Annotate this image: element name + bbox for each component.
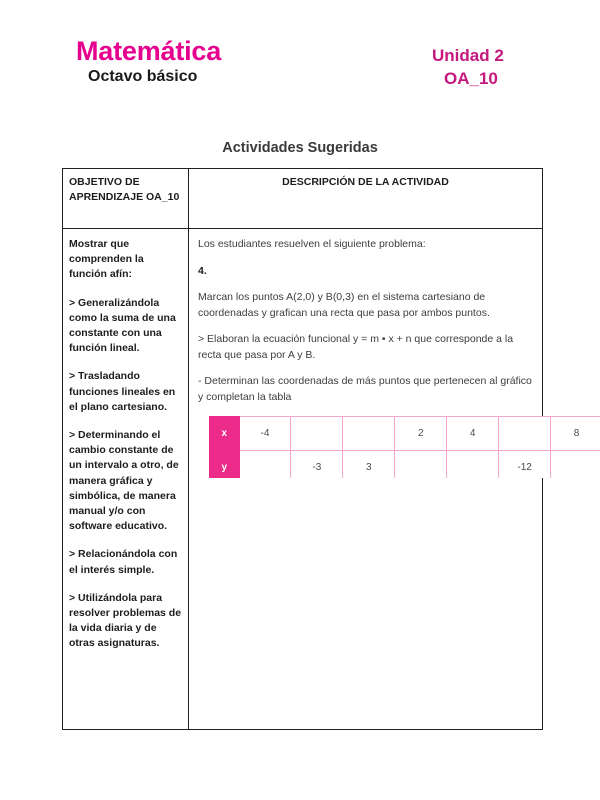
- description-paragraph-1: Marcan los puntos A(2,0) y B(0,3) en el sistema cartesiano de coordenadas y grafican una recta que pasa por ambos puntos.: [198, 291, 490, 319]
- description-paragraph-3: - Determinan las coordenadas de más puntos que pertenecen al gráfico y completan la tabla: [198, 375, 532, 403]
- page-header: [0, 0, 600, 120]
- xy-cell-x-2[interactable]: [291, 417, 343, 451]
- xy-cell-y-4[interactable]: [395, 451, 447, 479]
- xy-cell-x-7[interactable]: 8: [551, 417, 600, 451]
- xy-cell-y-2[interactable]: -3: [291, 451, 343, 479]
- section-heading: Actividades Sugeridas: [222, 140, 378, 156]
- objective-bullet-1: > Generalizándola como la suma de una constante con una función lineal.: [69, 296, 176, 355]
- objective-intro: Mostrar que comprenden la función afín:: [69, 238, 144, 281]
- xy-cell-x-6[interactable]: [499, 417, 551, 451]
- xy-cell-x-5[interactable]: 4: [447, 417, 499, 451]
- xy-row-y: [210, 451, 600, 479]
- objective-bullet-4: > Relacionándola con el interés simple.: [69, 548, 178, 576]
- description-paragraph-2: > Elaboran la ecuación funcional y = m • x + n que corresponde a la recta que pasa por A y B.: [198, 333, 514, 361]
- table-header-row: [63, 169, 542, 229]
- column-header-objective: OBJETIVO DE APRENDIZAJE OA_10: [63, 169, 189, 228]
- xy-cell-y-3[interactable]: 3: [343, 451, 395, 479]
- table-body-row: [63, 229, 542, 729]
- xy-cell-y-7[interactable]: [551, 451, 600, 479]
- objective-bullet-3: > Determinando el cambio constante de un intervalo a otro, de manera gráfica y simbólica, de manera manual y/o con software educativo.: [69, 429, 179, 533]
- xy-table-container: [209, 416, 600, 478]
- objective-cell: [63, 229, 189, 729]
- grade-title: Octavo básico: [88, 68, 198, 85]
- column-header-description: DESCRIPCIÓN DE LA ACTIVIDAD: [282, 176, 449, 188]
- xy-cell-y-1[interactable]: [239, 451, 291, 479]
- xy-cell-y-6[interactable]: -12: [499, 451, 551, 479]
- xy-row-y-label: y: [210, 451, 240, 479]
- oa-code-label: OA_10: [444, 69, 498, 88]
- subject-title: Matemática: [76, 36, 222, 66]
- objective-bullet-2: > Trasladando funciones lineales en el plano cartesiano.: [69, 370, 176, 413]
- activity-number: 4.: [198, 264, 207, 277]
- xy-cell-y-5[interactable]: [447, 451, 499, 479]
- description-intro: Los estudiantes resuelven el siguiente problema:: [198, 238, 426, 250]
- xy-cell-x-3[interactable]: [343, 417, 395, 451]
- xy-row-x-label: x: [210, 417, 240, 451]
- objective-bullet-5: > Utilizándola para resolver problemas de la vida diaria y de otras asignaturas.: [69, 591, 182, 650]
- xy-cell-x-4[interactable]: 2: [395, 417, 447, 451]
- unit-label: Unidad 2: [432, 46, 504, 65]
- xy-cell-x-1[interactable]: -4: [239, 417, 291, 451]
- xy-value-table: [209, 416, 600, 478]
- xy-row-x: [210, 417, 600, 451]
- description-cell: [189, 229, 542, 729]
